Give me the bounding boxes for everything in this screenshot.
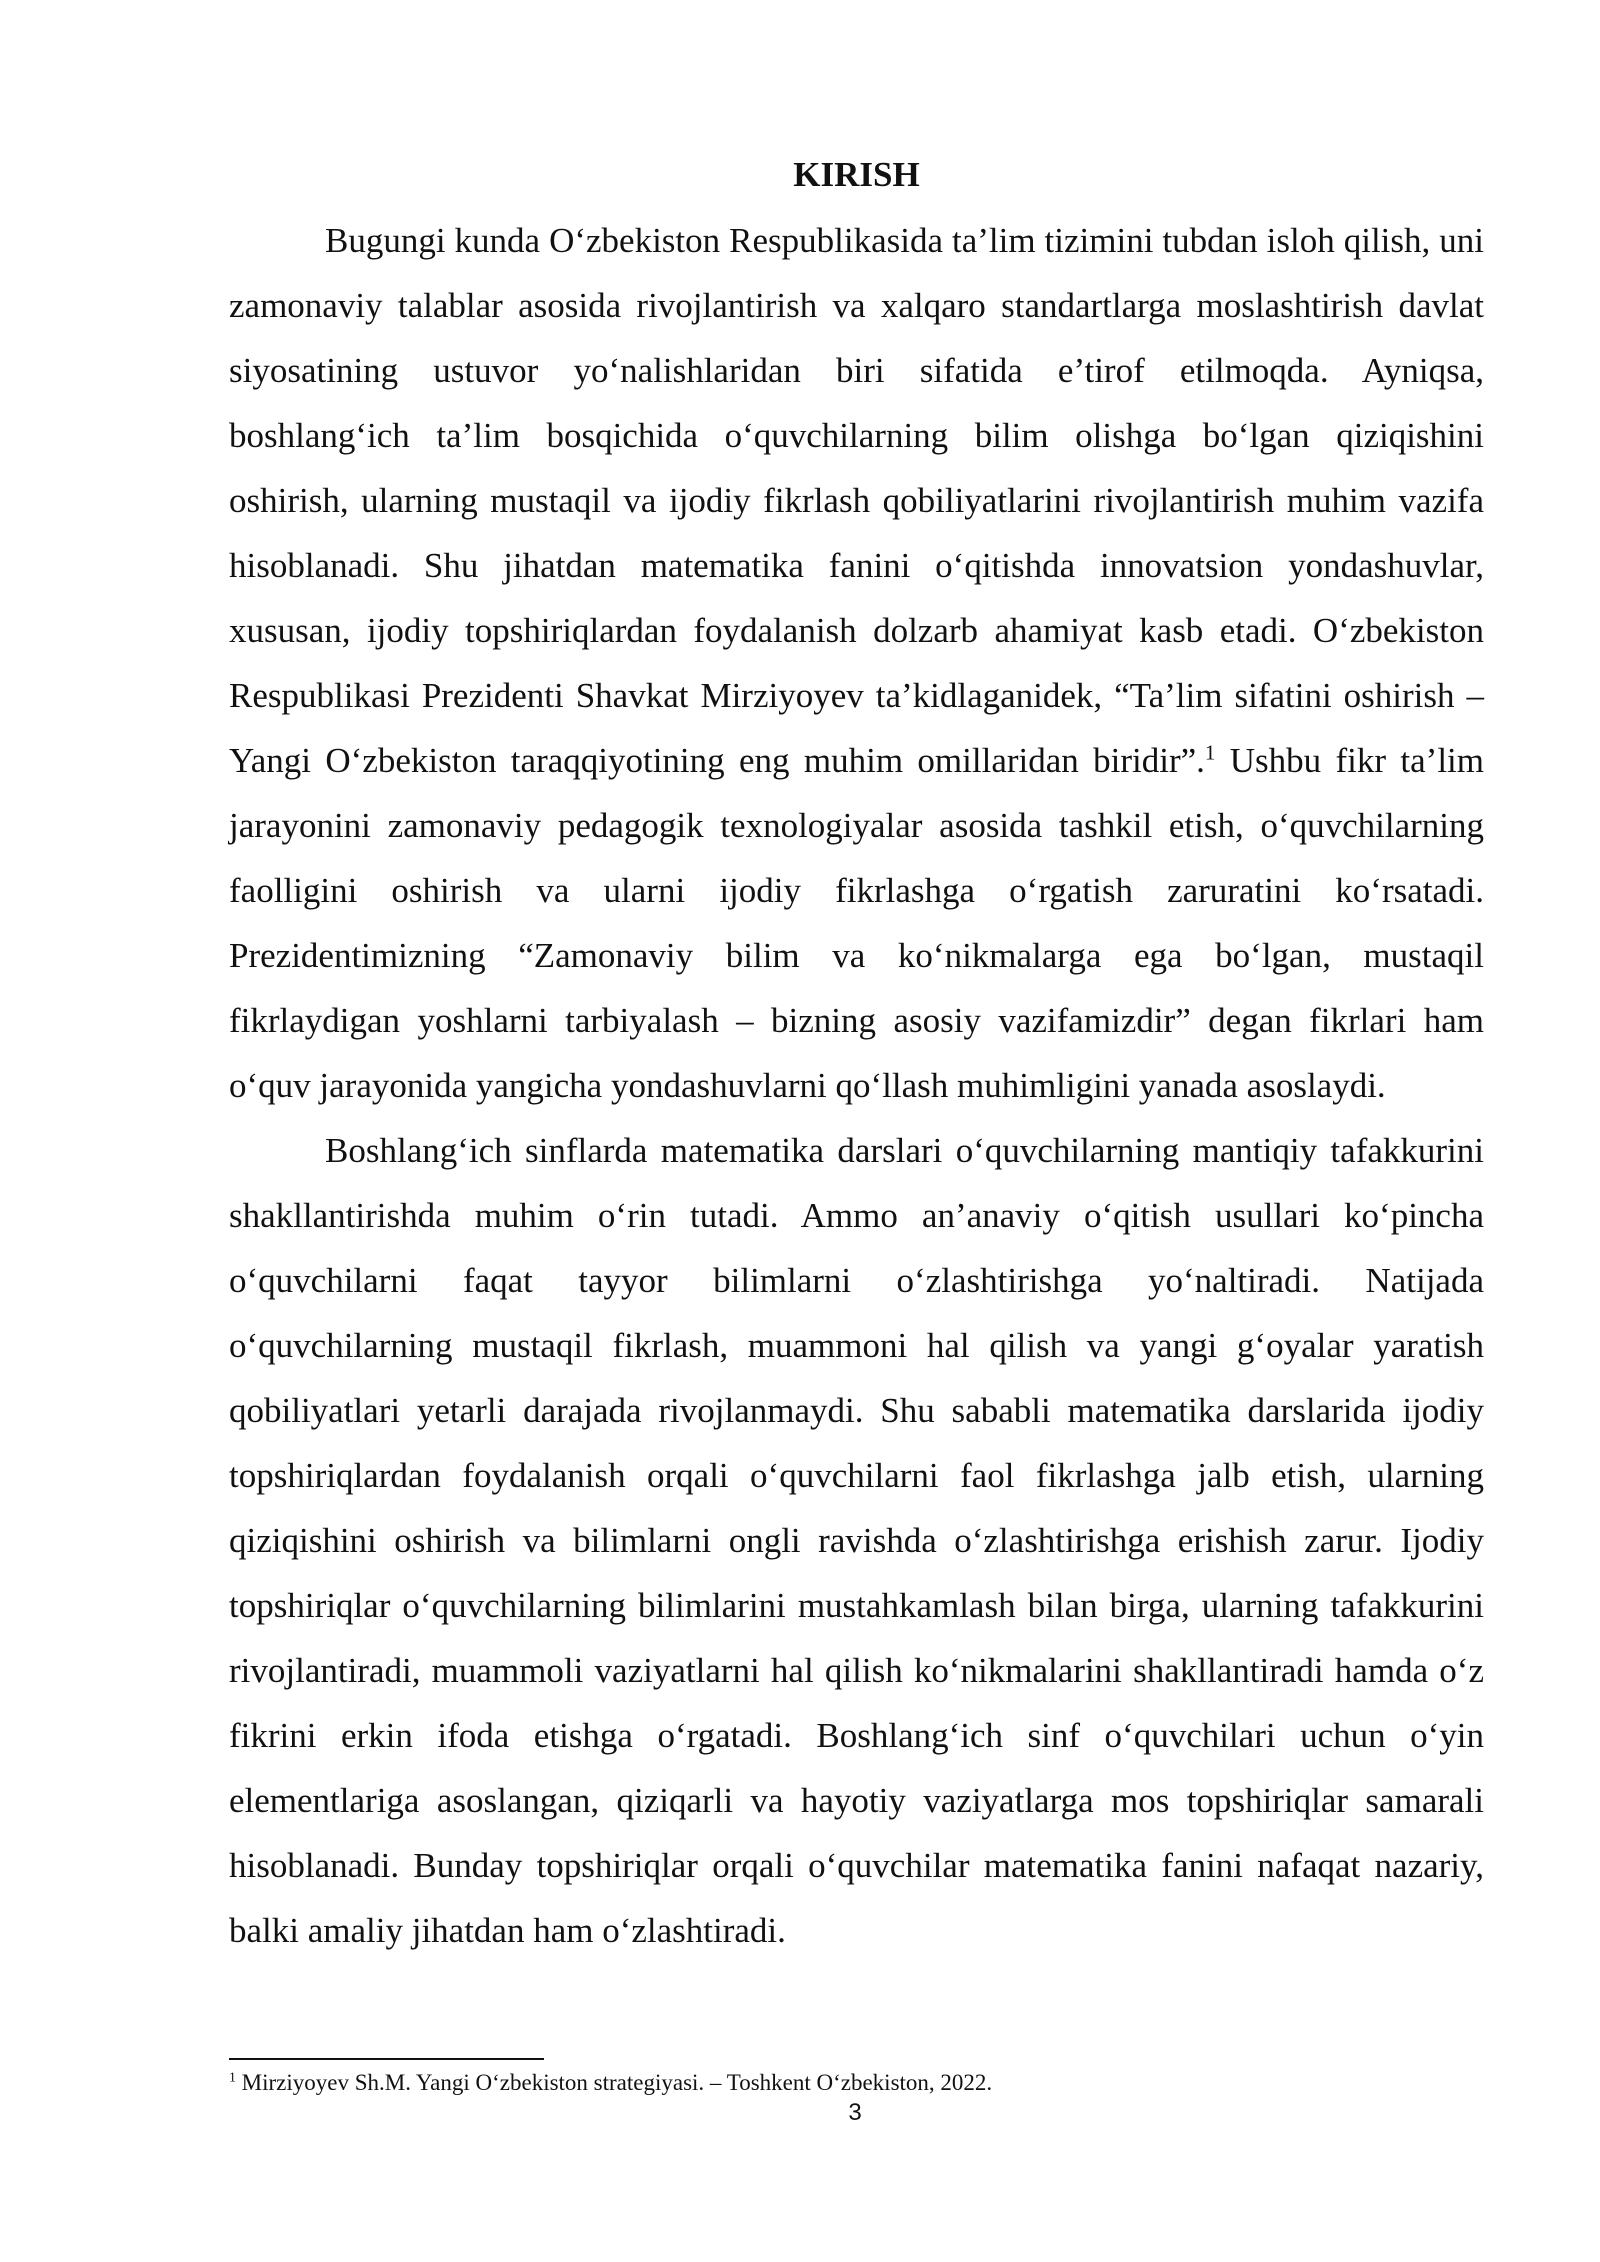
paragraph-1-text-after-note: Ushbu fikr ta’lim jarayonini zamonaviy pedagogik texnologiyalar asosida tashkil etish, o‘quvchilarning faolligini oshirish va ularni ijodiy fikrlashga o‘rgatish zaruratini ko‘rsatadi. Prezidentimizning “Zamonaviy bilim va ko‘nikmalarga ega bo‘lgan, mustaqil fikrlaydigan yoshlarni tarbiyalash – bizning asosiy vazifamizdir” degan fikrlari ham o‘quv jarayonida yangicha yondashuvlarni qo‘llash muhimligini yanada asoslaydi. (229, 741, 1484, 1105)
paragraph-1-text-before-note: Bugungi kunda O‘zbekiston Respublikasida ta’lim tizimini tubdan isloh qilish, uni zamonaviy talablar asosida rivojlantirish va xalqaro standartlarga moslashtirish davlat siyosatining ustuvor yo‘nalishlaridan biri sifatida e’tirof etilmoqda. Ayniqsa, boshlang‘ich ta’lim bosqichida o‘quvchilarning bilim olishga bo‘lgan qiziqishini oshirish, ularning mustaqil va ijodiy fikrlash qobiliyatlarini rivojlantirish muhim vazifa hisoblanadi. Shu jihatdan matematika fanini o‘qitishda innovatsion yondashuvlar, xususan, ijodiy topshiriqlardan foydalanish dolzarb ahamiyat kasb etadi. O‘zbekiston Respublikasi Prezidenti Shavkat Mirziyoyev ta’kidlaganidek, “Ta’lim sifatini oshirish – Yangi O‘zbekiston taraqqiyotining eng muhim omillaridan biridir”. (229, 221, 1484, 780)
paragraph-2: Boshlang‘ich sinflarda matematika darslari o‘quvchilarning mantiqiy tafakkurini shakllantirishda muhim o‘rin tutadi. Ammo an’anaviy o‘qitish usullari ko‘pincha o‘quvchilarni faqat tayyor bilimlarni o‘zlashtirishga yo‘naltiradi. Natijada o‘quvchilarning mustaqil fikrlash, muammoni hal qilish va yangi g‘oyalar yaratish qobiliyatlari yetarli darajada rivojlanmaydi. Shu sababli matematika darslarida ijodiy topshiriqlardan foydalanish orqali o‘quvchilarni faol fikrlashga jalb etish, ularning qiziqishini oshirish va bilimlarni ongli ravishda o‘zlashtirishga erishish zarur. Ijodiy topshiriqlar o‘quvchilarning bilimlarini mustahkamlash bilan birga, ularning tafakkurini rivojlantiradi, muammoli vaziyatlarni hal qilish ko‘nikmalarini shakllantiradi hamda o‘z fikrini erkin ifoda etishga o‘rgatadi. Boshlang‘ich sinf o‘quvchilari uchun o‘yin elementlariga asoslangan, qiziqarli va hayotiy vaziyatlarga mos topshiriqlar samarali hisoblanadi. Bunday topshiriqlar orqali o‘quvchilar matematika fanini nafaqat nazariy, balki amaliy jihatdan ham o‘zlashtiradi. (229, 1131, 1484, 1950)
page-number: 3 (848, 2099, 862, 2126)
footnote (229, 2068, 1484, 2098)
page-body (229, 146, 1484, 1963)
footnote-text: Mirziyoyev Sh.M. Yangi O‘zbekiston strategiyasi. – Toshkent O‘zbekiston, 2022. (235, 2070, 993, 2095)
section-title: KIRISH (793, 155, 920, 194)
paragraph-1 (229, 208, 1484, 1118)
footnote-separator (229, 2058, 544, 2060)
footnote-reference: 1 (1204, 740, 1216, 765)
footnote-marker: 1 (229, 2069, 236, 2085)
